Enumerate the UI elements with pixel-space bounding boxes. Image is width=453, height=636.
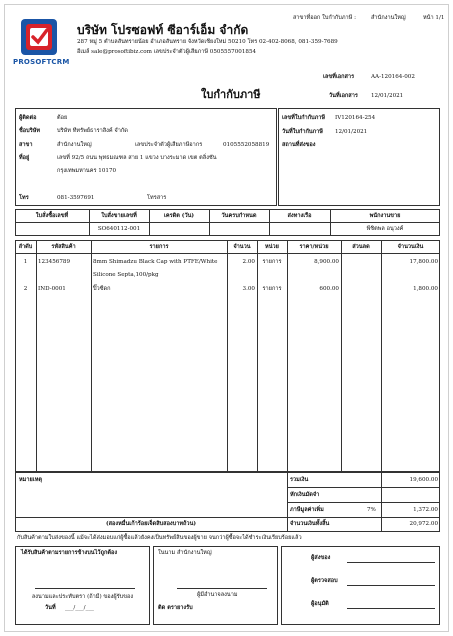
customer-branch-label: สาขา [19, 142, 33, 148]
row1-unit: รายการ [262, 259, 282, 265]
customer-branch: สำนักงานใหญ่ [57, 142, 92, 148]
row2-price: 600.00 [319, 286, 339, 292]
vat-value: 1,372.00 [413, 507, 438, 513]
page-number: หน้า 1/1 [423, 15, 445, 21]
approver-label: ผู้อนุมัติ [311, 601, 329, 607]
phone-value: 081-3597691 [57, 195, 95, 201]
row1-amount: 17,800.00 [409, 259, 438, 265]
col-discount: ส่วนลด [352, 244, 370, 250]
col-qty: จำนวน [233, 244, 251, 250]
row1-qty: 2.00 [242, 259, 255, 265]
company-contact: อีเมล์ sale@prosoftibiz.com เลขประจำตัวผู้เสียภาษี 0505557001854 [77, 49, 257, 55]
address-line1: เลขที่ 92/5 ถนน พุทธมณฑล สาย 1 แขวง บางระมาด เขต ตลิ่งชัน [57, 155, 217, 161]
authorized-box [153, 546, 278, 625]
row1-desc2: Silicone Septa,100/pkg [93, 272, 159, 278]
brand-name: PROSOFTCRM [13, 58, 70, 66]
salesperson-value: พีชิตพล อนุวงค์ [366, 226, 404, 232]
grand-total-label: จำนวนเงินทั้งสิ้น [290, 521, 330, 527]
authorized-sign-label: ผู้มีอำนาจลงนาม [197, 592, 238, 598]
phone-label: โทร [19, 195, 29, 201]
checker-label: ผู้ตรวจสอบ [311, 578, 338, 584]
address-line2: กรุงเทพมหานคร 10170 [57, 168, 117, 174]
ship-label: สถานที่ส่งของ [282, 142, 316, 148]
credit-header: เครดิต (วัน) [163, 213, 195, 219]
row1-desc: 8mm Shimadzu Black Cap with PTFE/White [93, 259, 218, 265]
row2-amount: 1,800.00 [413, 286, 438, 292]
ownership-note: กับสินค้าตามใบส่งของนี้ แม้จะได้ส่งมอบแก่ผู้ซื้อแล้วยังคงเป็นทรัพย์สินของผู้ขาย จนกว่าผู้ซื้อจะได้ชำระเงินเรียบร้อยแล้ว [17, 535, 302, 541]
invoice-no-label: เลขที่ใบกำกับภาษี [282, 115, 326, 121]
company-name: บริษัท โปรซอฟท์ ซีอาร์เอ็ม จำกัด [77, 23, 249, 37]
row2-desc: ปิ๊วซีดก [93, 286, 111, 292]
tax-id-label: เลขประจำตัวผู้เสียภาษีอากร [135, 142, 203, 148]
page-title: ใบกำกับภาษี [201, 88, 261, 101]
doc-no: AA-120164-002 [371, 74, 415, 80]
row2-unit: รายการ [262, 286, 282, 292]
receiver-box [15, 546, 150, 625]
received-label: ได้รับสินค้าตามรายการข้างบนไว้ถูกต้อง [21, 550, 118, 556]
row2-no: 2 [23, 286, 28, 292]
doc-no-label: เลขที่เอกสาร [323, 74, 355, 80]
deposit-label: หักเงินมัดจำ [290, 492, 320, 498]
tax-id: 0105552058819 [223, 142, 270, 148]
receive-date-label: วันที่ [45, 605, 56, 611]
row2-code: IND-0001 [38, 286, 66, 292]
col-unit: หน่วย [265, 244, 279, 250]
vat-rate: 7% [367, 507, 376, 513]
subtotal-value: 19,600.00 [409, 477, 438, 483]
col-no: ลำดับ [18, 244, 33, 250]
col-code: รหัสสินค้า [51, 244, 76, 250]
prosoft-logo-icon [19, 17, 59, 57]
invoice-date-label: วันที่ใบกำกับภาษี [282, 129, 323, 135]
contact-label: ผู้ติดต่อ [19, 115, 37, 121]
row1-no: 1 [23, 259, 28, 265]
invoice-ref-box [278, 108, 440, 206]
so-no-value: SO640112-001 [97, 226, 141, 232]
branch-value: สำนักงานใหญ่ [371, 15, 406, 21]
row1-code: 123456789 [38, 259, 71, 265]
row1-price: 8,900.00 [314, 259, 339, 265]
amount-in-words: (สองหมื่นเก้าร้อยเจ็ดสิบสองบาทถ้วน) [105, 521, 197, 527]
doc-date-label: วันที่เอกสาร [329, 93, 358, 99]
ship-via-header: ส่งทางเรือ [287, 213, 312, 219]
salesperson-header: พนักงานขาย [369, 213, 401, 219]
stamp-label: ติด ตรายางรับ [158, 605, 193, 611]
subtotal-label: รวมเงิน [290, 477, 309, 483]
invoice-no: IV120164-254 [335, 115, 376, 121]
row2-qty: 3.00 [242, 286, 255, 292]
vat-label: ภาษีมูลค่าเพิ่ม [290, 507, 324, 513]
receiver-sign-label: ลงนามและประทับตรา (ถ้ามี) ของผู้รับของ [31, 594, 134, 600]
grand-total-value: 20,972.00 [409, 521, 438, 527]
address-label: ที่อยู่ [19, 155, 30, 161]
remark-label: หมายเหตุ [19, 477, 43, 483]
invoice-date: 12/01/2021 [335, 129, 368, 135]
company-address: 287 หมู่ 5 ตำบลสันทรายน้อย อำเภอสันทราย จังหวัดเชียงใหม่ 50210 โทร 02-402-8068, 081-359-7689 [77, 39, 338, 45]
col-price: ราคา/หน่วย [299, 244, 329, 250]
for-company-label: ในนาม สำนักงานใหญ่ [158, 550, 212, 556]
customer-company-label: ชื่อบริษัท [19, 128, 41, 134]
fax-label: โทรสาร [147, 195, 167, 201]
col-amount: จำนวนเงิน [397, 244, 424, 250]
customer-company: บริษัท ทีทรัพย์ธาราสิงค์ จำกัด [57, 128, 128, 134]
invoice-page [4, 4, 449, 632]
so-no-header: ใบสั่งขายเลขที่ [101, 213, 137, 219]
col-description: รายการ [149, 244, 169, 250]
receive-date-value: ___/___/___ [65, 605, 94, 611]
doc-date: 12/01/2021 [371, 93, 404, 99]
due-date-header: วันครบกำหนด [221, 213, 257, 219]
po-no-header: ใบสั่งซื้อเลขที่ [35, 213, 69, 219]
branch-label: สาขาที่ออก ใบกำกับภาษี : [293, 15, 357, 21]
contact-value: ต้อย [57, 115, 68, 121]
sender-label: ผู้ส่งของ [311, 555, 331, 561]
